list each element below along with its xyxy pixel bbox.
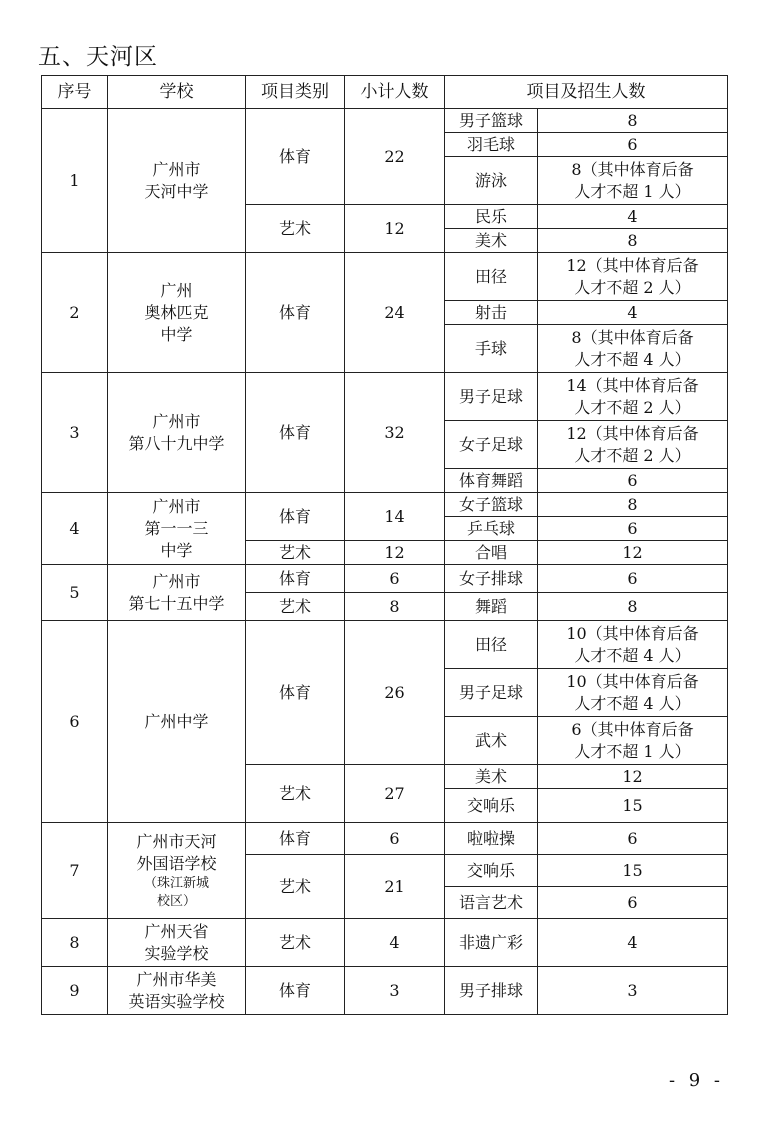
cell-school: 广州 奥林匹克 中学	[108, 253, 246, 373]
cell-subtotal: 26	[345, 621, 445, 765]
table-row	[42, 493, 728, 517]
cell-quota: 8	[538, 493, 728, 517]
cell-category: 艺术	[246, 541, 345, 565]
header-no: 序号	[42, 76, 108, 109]
table-row	[42, 967, 728, 1015]
cell-subtotal: 4	[345, 919, 445, 967]
cell-quota: 12	[538, 765, 728, 789]
cell-item: 美术	[445, 229, 538, 253]
table-row	[42, 109, 728, 133]
cell-item: 手球	[445, 325, 538, 373]
cell-item: 非遗广彩	[445, 919, 538, 967]
header-items: 项目及招生人数	[445, 76, 728, 109]
cell-quota: 6（其中体育后备 人才不超 1 人）	[538, 717, 728, 765]
cell-quota: 8	[538, 593, 728, 621]
table-row	[42, 253, 728, 301]
cell-quota: 8	[538, 229, 728, 253]
page-number: - 9 -	[668, 1070, 724, 1091]
cell-school: 广州市华美 英语实验学校	[108, 967, 246, 1015]
cell-category: 艺术	[246, 593, 345, 621]
cell-quota: 10（其中体育后备 人才不超 4 人）	[538, 621, 728, 669]
cell-no: 8	[42, 919, 108, 967]
cell-category: 体育	[246, 565, 345, 593]
cell-quota: 15	[538, 855, 728, 887]
cell-item: 女子足球	[445, 421, 538, 469]
header-school: 学校	[108, 76, 246, 109]
cell-category: 艺术	[246, 205, 345, 253]
cell-no: 5	[42, 565, 108, 621]
cell-item: 啦啦操	[445, 823, 538, 855]
cell-quota: 15	[538, 789, 728, 823]
cell-item: 交响乐	[445, 855, 538, 887]
cell-subtotal: 6	[345, 565, 445, 593]
cell-subtotal: 21	[345, 855, 445, 919]
cell-quota: 8	[538, 109, 728, 133]
cell-quota: 12（其中体育后备 人才不超 2 人）	[538, 421, 728, 469]
cell-quota: 10（其中体育后备 人才不超 4 人）	[538, 669, 728, 717]
cell-item: 田径	[445, 621, 538, 669]
header-category: 项目类别	[246, 76, 345, 109]
cell-quota: 3	[538, 967, 728, 1015]
cell-quota: 4	[538, 301, 728, 325]
cell-no: 6	[42, 621, 108, 823]
cell-category: 艺术	[246, 765, 345, 823]
cell-category: 艺术	[246, 919, 345, 967]
table-row	[42, 565, 728, 593]
cell-item: 语言艺术	[445, 887, 538, 919]
cell-quota: 4	[538, 205, 728, 229]
cell-item: 女子篮球	[445, 493, 538, 517]
cell-no: 9	[42, 967, 108, 1015]
cell-subtotal: 8	[345, 593, 445, 621]
cell-no: 2	[42, 253, 108, 373]
cell-item: 男子足球	[445, 373, 538, 421]
cell-school: 广州市天河 外国语学校 （珠江新城 校区）	[108, 823, 246, 919]
cell-no: 7	[42, 823, 108, 919]
cell-category: 体育	[246, 823, 345, 855]
cell-no: 3	[42, 373, 108, 493]
cell-item: 舞蹈	[445, 593, 538, 621]
table-row	[42, 919, 728, 967]
cell-item: 民乐	[445, 205, 538, 229]
cell-item: 男子篮球	[445, 109, 538, 133]
cell-subtotal: 12	[345, 205, 445, 253]
cell-subtotal: 14	[345, 493, 445, 541]
cell-school: 广州市 第一一三 中学	[108, 493, 246, 565]
cell-quota: 6	[538, 517, 728, 541]
cell-no: 4	[42, 493, 108, 565]
cell-subtotal: 32	[345, 373, 445, 493]
cell-school: 广州天省 实验学校	[108, 919, 246, 967]
cell-subtotal: 12	[345, 541, 445, 565]
cell-quota: 6	[538, 133, 728, 157]
cell-item: 男子足球	[445, 669, 538, 717]
table-row	[42, 373, 728, 421]
cell-quota: 8（其中体育后备 人才不超 4 人）	[538, 325, 728, 373]
cell-quota: 12（其中体育后备 人才不超 2 人）	[538, 253, 728, 301]
cell-subtotal: 3	[345, 967, 445, 1015]
cell-subtotal: 24	[345, 253, 445, 373]
cell-quota: 6	[538, 887, 728, 919]
cell-quota: 8（其中体育后备 人才不超 1 人）	[538, 157, 728, 205]
section-heading: 五、天河区	[38, 44, 158, 70]
cell-item: 体育舞蹈	[445, 469, 538, 493]
cell-subtotal: 6	[345, 823, 445, 855]
cell-item: 交响乐	[445, 789, 538, 823]
cell-quota: 4	[538, 919, 728, 967]
cell-quota: 6	[538, 469, 728, 493]
cell-category: 体育	[246, 109, 345, 205]
cell-no: 1	[42, 109, 108, 253]
table-header-row	[42, 76, 728, 109]
cell-quota: 6	[538, 823, 728, 855]
cell-item: 美术	[445, 765, 538, 789]
cell-subtotal: 27	[345, 765, 445, 823]
cell-school: 广州市 天河中学	[108, 109, 246, 253]
cell-item: 合唱	[445, 541, 538, 565]
cell-school: 广州中学	[108, 621, 246, 823]
table-row	[42, 823, 728, 855]
cell-item: 游泳	[445, 157, 538, 205]
cell-category: 体育	[246, 373, 345, 493]
cell-item: 女子排球	[445, 565, 538, 593]
table-row	[42, 621, 728, 669]
enrollment-table	[41, 75, 728, 1015]
cell-category: 体育	[246, 253, 345, 373]
cell-item: 武术	[445, 717, 538, 765]
cell-item: 田径	[445, 253, 538, 301]
cell-item: 乒乓球	[445, 517, 538, 541]
cell-item: 射击	[445, 301, 538, 325]
cell-category: 体育	[246, 621, 345, 765]
header-subtotal: 小计人数	[345, 76, 445, 109]
cell-item: 男子排球	[445, 967, 538, 1015]
cell-quota: 12	[538, 541, 728, 565]
cell-subtotal: 22	[345, 109, 445, 205]
cell-category: 体育	[246, 493, 345, 541]
cell-school: 广州市 第八十九中学	[108, 373, 246, 493]
cell-quota: 6	[538, 565, 728, 593]
cell-category: 艺术	[246, 855, 345, 919]
cell-category: 体育	[246, 967, 345, 1015]
cell-school: 广州市 第七十五中学	[108, 565, 246, 621]
cell-quota: 14（其中体育后备 人才不超 2 人）	[538, 373, 728, 421]
cell-item: 羽毛球	[445, 133, 538, 157]
